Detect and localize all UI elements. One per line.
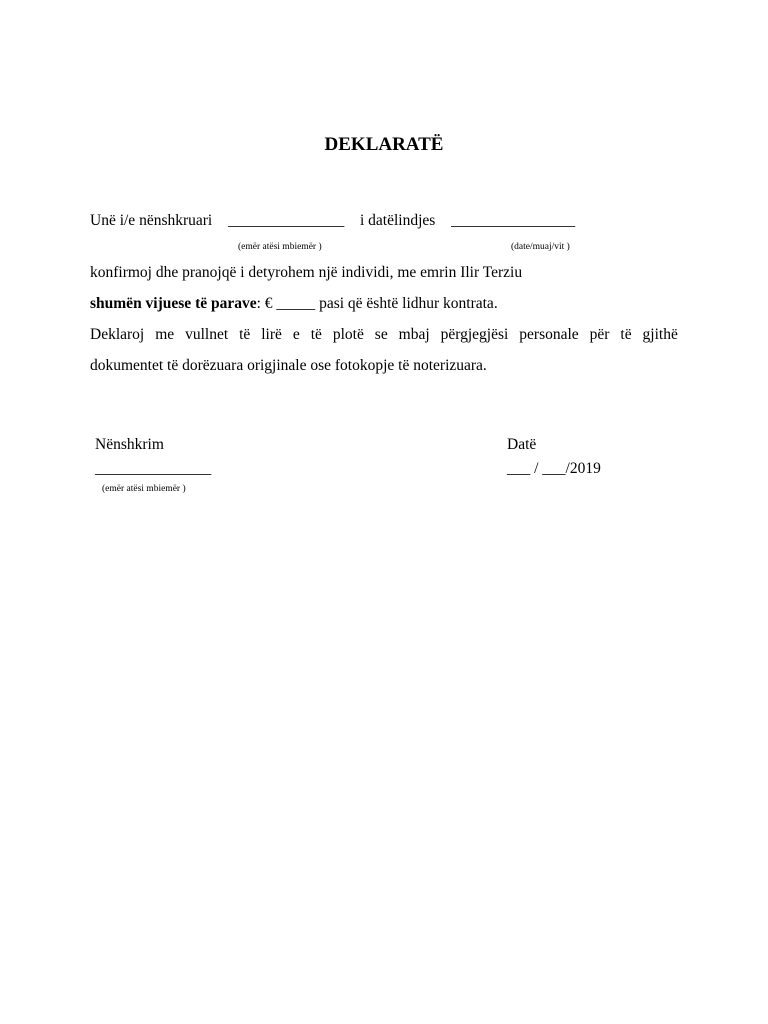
word: të <box>239 326 251 343</box>
amount-blank: : € _____ <box>256 295 316 312</box>
word: Deklaroj <box>90 326 145 343</box>
word: gjithë <box>642 326 678 343</box>
responsibility-line <box>90 326 678 344</box>
word: për <box>589 326 610 343</box>
word: të <box>620 326 632 343</box>
amount-line <box>90 295 498 313</box>
word: personale <box>519 326 579 343</box>
confirmation-line: konfirmoj dhe pranojqë i detyrohem një individi, me emrin Ilir Terziu <box>90 264 523 281</box>
birthdate-hint: (date/muaj/vit ) <box>511 242 570 252</box>
date-label: Datë <box>507 436 537 453</box>
date-value: ___ / ___/2019 <box>507 460 601 477</box>
name-blank: _______________ <box>228 212 345 229</box>
amount-bold-text: shumën vijuese të parave <box>90 295 257 312</box>
document-title: DEKLARATË <box>324 134 444 155</box>
word: përgjegjësi <box>440 326 509 343</box>
signature-label: Nënshkrim <box>95 436 164 453</box>
documents-line: dokumentet të dorëzuara origjinale ose fotokopje të noterizuara. <box>90 357 487 374</box>
signature-blank: _______________ <box>95 460 212 477</box>
amount-rest: pasi që është lidhur kontrata. <box>315 295 498 312</box>
word: me <box>155 326 175 343</box>
word: vullnet <box>185 326 229 343</box>
name-hint: (emër atësi mbiemër ) <box>238 242 322 252</box>
word: lirë <box>261 326 282 343</box>
declarant-prefix: Unë i/e nënshkruari <box>90 212 213 229</box>
birthdate-label: i datëlindjes <box>360 212 436 229</box>
signature-hint: (emër atësi mbiemër ) <box>102 484 186 494</box>
birthdate-blank: ________________ <box>451 212 576 229</box>
word: mbaj <box>398 326 430 343</box>
word: se <box>374 326 388 343</box>
word: plotë <box>332 326 364 343</box>
word: të <box>310 326 322 343</box>
word: e <box>292 326 300 343</box>
declarant-line <box>90 212 575 230</box>
